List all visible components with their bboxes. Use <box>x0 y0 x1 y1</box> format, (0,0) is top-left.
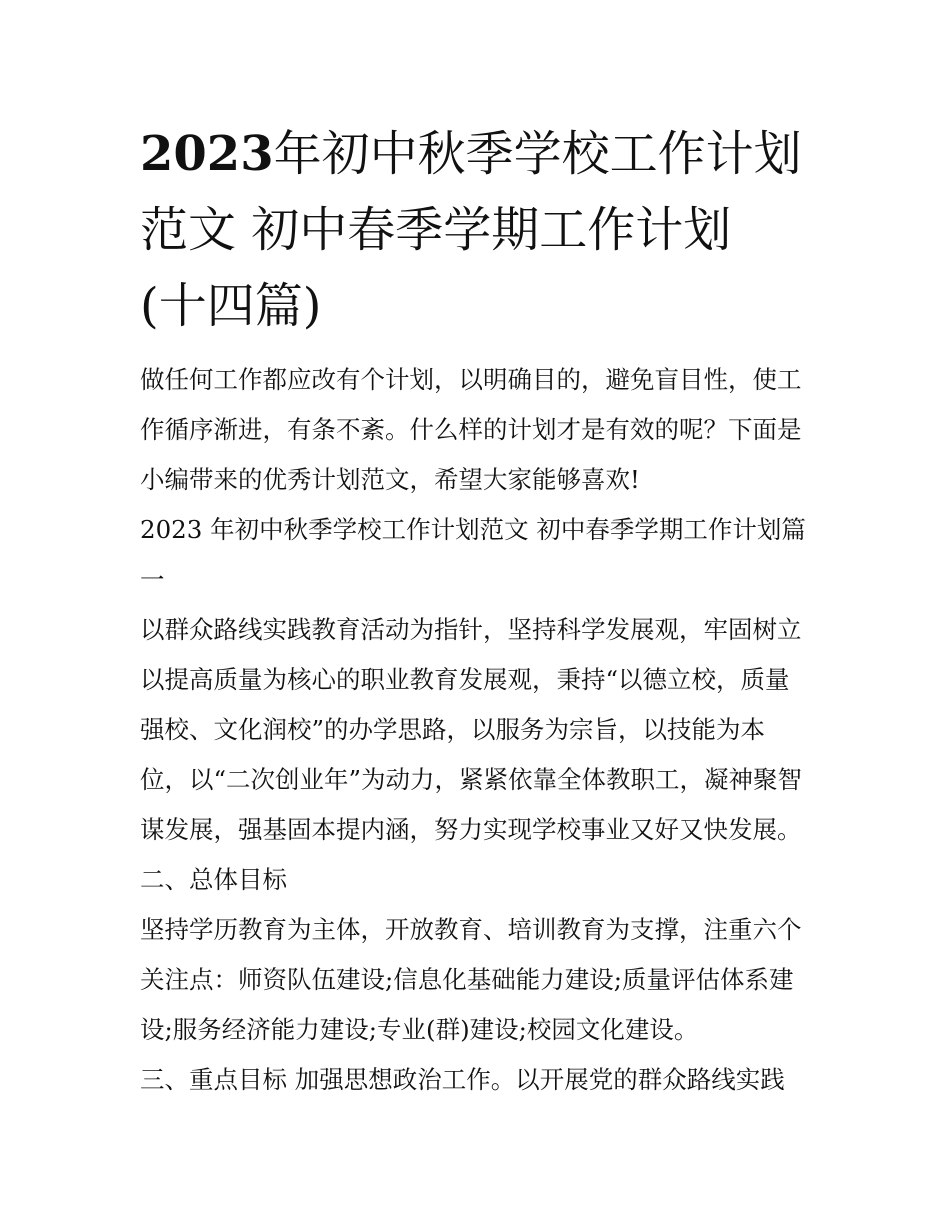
guideline-line: 以提高质量为核心的职业教育发展观，秉持“以德立校，质量 <box>140 665 790 694</box>
guideline-paragraph <box>140 605 830 855</box>
guideline-line: 以群众路线实践教育活动为指针，坚持科学发展观，牢固树立 <box>140 615 802 644</box>
document-title <box>140 116 820 344</box>
overall-line: 设;服务经济能力建设;专业(群)建设;校园文化建设。 <box>140 1015 699 1044</box>
title-line-1: 2023年初中秋季学校工作计划 <box>140 126 802 182</box>
title-line-3: (十四篇) <box>140 278 322 334</box>
intro-line: 作循序渐进，有条不紊。什么样的计划才是有效的呢？下面是 <box>140 415 802 444</box>
section-heading <box>140 505 830 605</box>
section-heading-line: 2023 年初中秋季学校工作计划范文 初中春季学期工作计划篇 <box>140 515 806 544</box>
intro-line: 做任何工作都应改有个计划，以明确目的，避免盲目性，使工 <box>140 365 802 394</box>
title-line-2: 范文 初中春季学期工作计划 <box>140 202 732 258</box>
guideline-line: 位，以“二次创业年”为动力，紧紧依靠全体教职工，凝神聚智 <box>140 765 803 794</box>
section-heading-line: 一 <box>140 565 165 594</box>
key-line: 三、重点目标 加强思想政治工作。以开展党的群众路线实践 <box>140 1065 785 1094</box>
guideline-line: 谋发展，强基固本提内涵，努力实现学校事业又好又快发展。 <box>140 815 802 844</box>
intro-line: 小编带来的优秀计划范文，希望大家能够喜欢! <box>140 465 640 494</box>
overall-goal-heading <box>140 855 830 905</box>
guideline-line: 强校、文化润校”的办学思路，以服务为宗旨，以技能为本 <box>140 715 766 744</box>
overall-line: 坚持学历教育为主体，开放教育、培训教育为支撑，注重六个 <box>140 915 802 944</box>
overall-heading-line: 二、总体目标 <box>140 865 287 894</box>
key-goal-paragraph <box>140 1055 830 1105</box>
intro-paragraph <box>140 355 830 505</box>
overall-line: 关注点：师资队伍建设;信息化基础能力建设;质量评估体系建 <box>140 965 794 994</box>
overall-goal-paragraph <box>140 905 830 1055</box>
